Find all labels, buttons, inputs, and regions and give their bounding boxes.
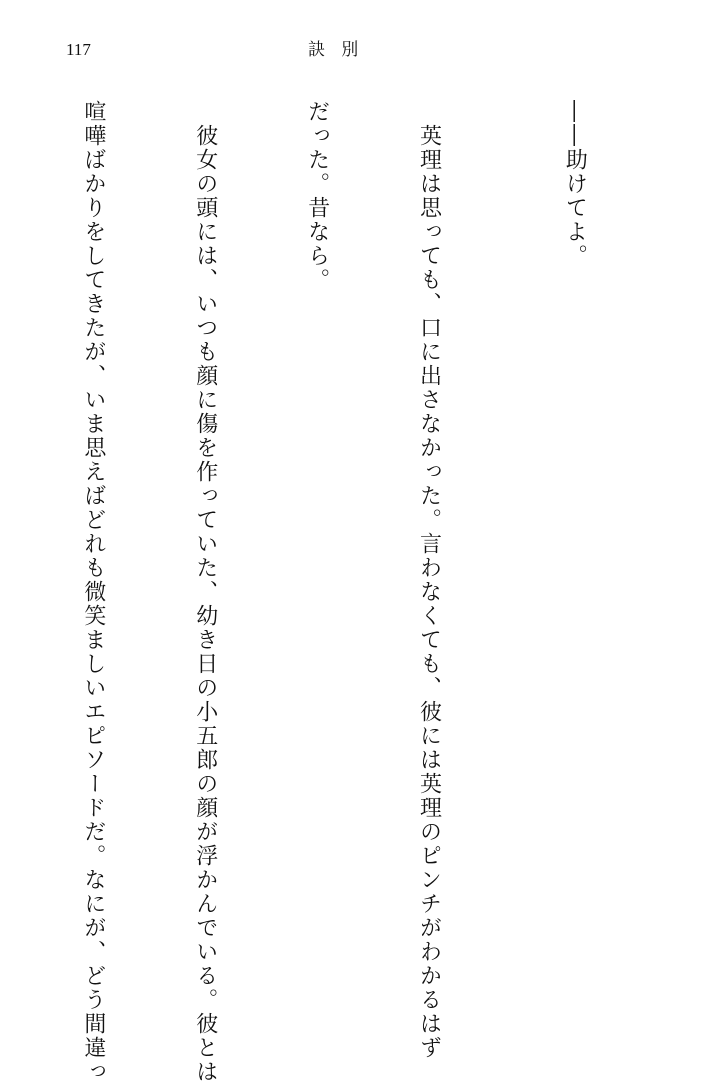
chapter-title: 訣 別 — [308, 40, 365, 59]
body-text — [0, 100, 668, 1084]
text-line: 彼女の頭には、いつも顔に傷を作っていた、幼き日の小五郎の顔が浮かんでいる。彼とは — [192, 100, 218, 1084]
text-line: ――助けてよ。 — [562, 100, 588, 268]
text-line: 喧嘩ばかりをしてきたが、いま思えばどれも微笑ましいエピソードだ。なにが、どう間違っ — [80, 100, 106, 1084]
page-number: 117 — [66, 40, 91, 59]
text-line: 英理は思っても、口に出さなかった。言わなくても、彼には英理のピンチがわかるはず — [416, 100, 442, 1060]
text-line: だった。昔なら。 — [304, 100, 330, 292]
